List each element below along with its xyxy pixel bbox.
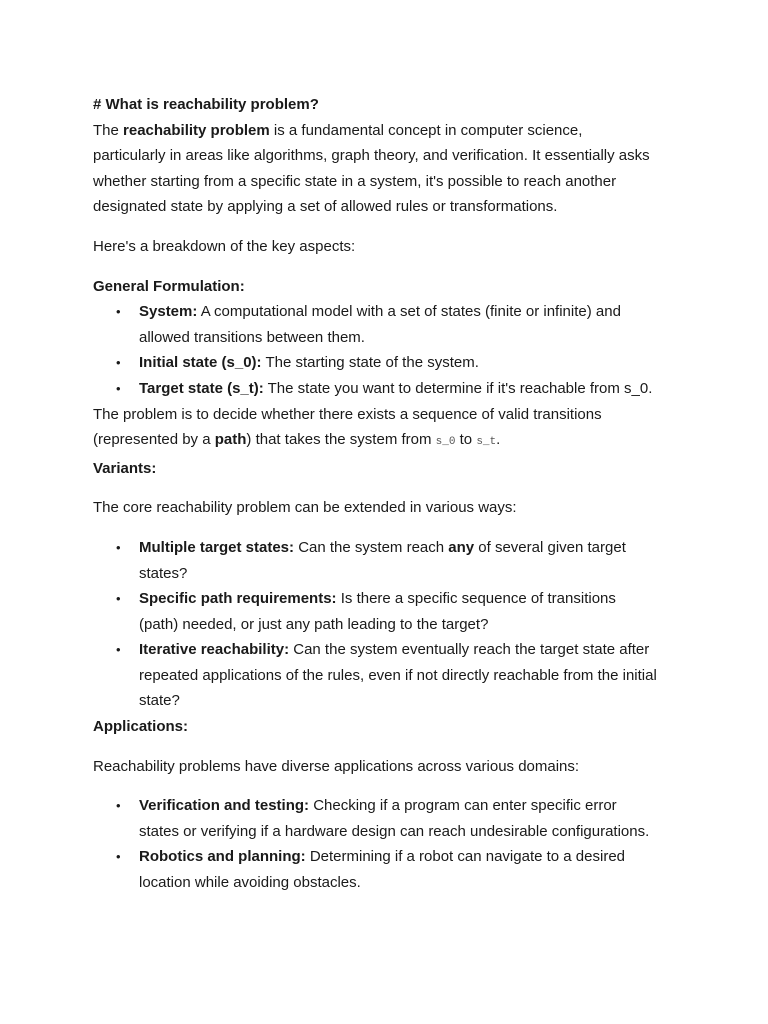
variants-heading: Variants:: [93, 459, 157, 477]
list-item: • Target state (s_t): The state you want to determine if it's reachable from s_0.: [93, 376, 693, 402]
bullet-icon: •: [116, 798, 121, 814]
general-list: [93, 299, 693, 401]
bullet-icon: •: [116, 304, 121, 320]
breakdown-text: Here's a breakdown of the key aspects:: [93, 237, 356, 255]
inline-code: s_t: [476, 436, 497, 449]
intro-paragraph: The reachability problem is a fundamental concept in computer science, particularly in areas like algorithms, graph theory, and verification. It essentially asks whether starting from a specific state in a system, it's possible to reach another designated state by applying a set of allowed rules or transformations.: [93, 121, 650, 216]
variants-intro: The core reachability problem can be extended in various ways:: [93, 499, 517, 517]
bullet-icon: •: [116, 591, 121, 607]
bullet-icon: •: [116, 539, 121, 555]
list-item: • Initial state (s_0): The starting state of the system.: [93, 350, 693, 376]
list-item: • System: A computational model with a set of states (finite or infinite) and allowed transitions between them.: [93, 299, 693, 350]
inline-code: s_0: [435, 436, 456, 449]
bullet-icon: •: [116, 849, 121, 865]
applications-list: [93, 793, 693, 895]
doc-heading: # What is reachability problem?: [93, 96, 319, 113]
bullet-icon: •: [116, 380, 121, 396]
document-body: [93, 92, 693, 896]
list-item: • Verification and testing: Checking if a program can enter specific error states or verifying if a hardware design can reach undesirable configurations.: [93, 793, 693, 844]
list-item: • Robotics and planning: Determining if a robot can navigate to a desired location while avoiding obstacles.: [93, 844, 693, 895]
applications-intro: Reachability problems have diverse applications across various domains:: [93, 757, 580, 775]
list-item: • Iterative reachability: Can the system eventually reach the target state after repeated applications of the rules, even if not directly reachable from the initial state?: [93, 637, 693, 714]
general-heading: General Formulation:: [93, 277, 245, 295]
applications-heading: Applications:: [93, 718, 189, 736]
bullet-icon: •: [116, 355, 121, 371]
variants-list: [93, 535, 693, 714]
list-item: • Specific path requirements: Is there a specific sequence of transitions (path) needed, or just any path leading to the target?: [93, 586, 693, 637]
bullet-icon: •: [116, 642, 121, 658]
list-item: • Multiple target states: Can the system reach any of several given target states?: [93, 535, 693, 586]
problem-paragraph: The problem is to decide whether there exists a sequence of valid transitions (represented by a path) that takes the system from s_0 to s_t.: [93, 405, 602, 449]
